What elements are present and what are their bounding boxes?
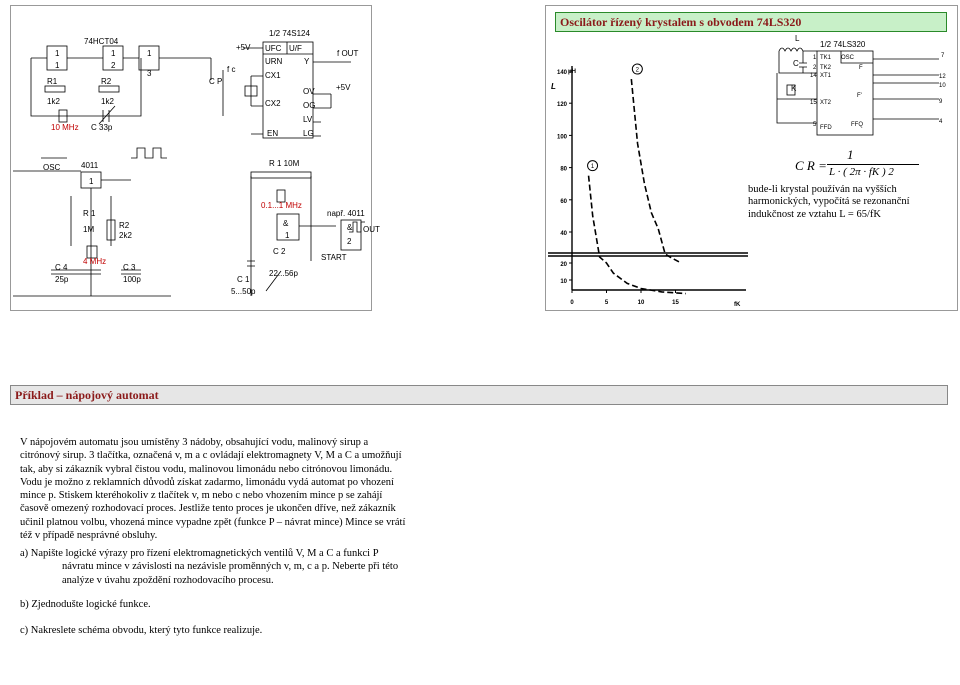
resistor-r1	[45, 86, 65, 92]
r2b-value: 2k2	[119, 231, 132, 240]
pin-num-9: 9	[939, 99, 943, 105]
inverter-osc-label: 1	[89, 177, 94, 186]
resonance-formula	[795, 147, 945, 184]
ic-74hct04-label: 74HCT04	[84, 37, 119, 46]
chart-y-tick-label: 20	[560, 262, 567, 268]
pin-tk2: TK2	[820, 65, 832, 71]
pin-num-7: 7	[941, 53, 945, 59]
formula-denominator: L · ( 2π · fK ) 2	[829, 166, 894, 178]
intro-line: mince p. Stiskem kteréhokoliv z tlačítek v, m nebo c nebo vhozením mince p se zahájí	[20, 490, 383, 502]
chart-y-tick-label: 100	[556, 134, 567, 141]
chart-series-2-label: 2	[635, 67, 640, 74]
chart-series-1-label: 1	[590, 164, 595, 171]
cp-label: C P	[209, 77, 223, 86]
pin-y: Y	[304, 57, 310, 66]
pin-ffd: FFD	[820, 125, 832, 131]
r1-value: 1k2	[47, 97, 60, 106]
out-label: OUT	[363, 225, 380, 234]
pin-tk1: TK1	[820, 55, 832, 61]
chart-y-tick-label: 40	[560, 231, 567, 237]
capacitor-c-label-2: C	[793, 59, 799, 68]
formula-lhs: C R =	[795, 158, 827, 173]
nand-2-symbol: &	[347, 223, 353, 232]
fraction-bar	[827, 164, 919, 165]
vcc-label: +5V	[236, 43, 251, 52]
nand-1-symbol: &	[283, 219, 289, 228]
task-a-line: a) Napište logické výrazy pro řízení elektromagnetických ventilů V, M a C a funkci P	[20, 548, 379, 559]
circuit-schematic	[11, 6, 380, 310]
r2b-label: R2	[119, 221, 130, 230]
pin-cx2: CX2	[265, 99, 281, 108]
pin-ufc: UFC	[265, 44, 282, 53]
crystal-k-label: K	[791, 84, 797, 93]
intro-line: učinil platnou volbu, vhozená mince vypadne zpět (funkce P – návrat mince) Mince se vrátí	[20, 516, 406, 528]
pin-num-12: 12	[939, 74, 946, 80]
c1-value: 5...50p	[231, 287, 256, 296]
c2-value: 22...56p	[269, 269, 298, 278]
chart-x-tick-label: 10	[637, 300, 645, 306]
chart-y-tick-label: 80	[560, 166, 567, 173]
pin-ffq: FFQ	[851, 122, 863, 128]
vcc2-label: +5V	[336, 83, 351, 92]
intro-line: tak, aby si zákazník vybral čistou vodu, malinovou limonádu nebo citrónovou limonádu.	[20, 463, 393, 475]
task-b: b) Zjednodušte logické funkce.	[20, 599, 151, 610]
node-3-label: 3	[147, 69, 152, 78]
chart-x-tick-label: 0	[570, 300, 574, 306]
ls320-schematic	[775, 33, 957, 137]
chart-x-tick-label: 5	[604, 300, 609, 306]
node-2-label: 2	[111, 61, 116, 70]
task-c: c) Nakreslete schéma obvodu, který tyto funkce realizuje.	[20, 625, 263, 636]
task-a-line: návratu mince v závislosti na nezávisle proměnných v, m, c a p. Neberte při této	[62, 561, 399, 573]
chart-y-tick-label: 120	[556, 102, 567, 109]
pin-num-1: 1	[813, 55, 817, 61]
crystal-freq-label: 10 MHz	[51, 123, 79, 132]
pin-og: OG	[303, 101, 316, 110]
chart-series-2-line	[631, 79, 679, 262]
r2-value: 1k2	[101, 97, 114, 106]
inverter-3-label: 1	[147, 49, 152, 58]
task-a-line: analýze v úvahu zpoždění rozhodovacího procesu.	[62, 574, 274, 586]
task-a	[20, 547, 460, 587]
pin-urn: URN	[265, 57, 283, 66]
ls320-label: 1/2 74LS320	[820, 40, 866, 49]
osc-label: OSC	[43, 163, 61, 172]
pin-fprime: F'	[857, 93, 862, 99]
crystal-freq-range: 0.1...1 MHz	[261, 201, 302, 210]
r1b-label: R 1	[83, 209, 96, 218]
crystal-4mhz-label: 4 MHz	[83, 257, 107, 266]
pin-xt1: XT1	[820, 73, 832, 79]
c1-label: C 1	[237, 275, 250, 284]
intro-line: též v případě nesprávné obsluhy.	[20, 530, 158, 542]
r2-label: R2	[101, 77, 112, 86]
ic-4011-label: 4011	[81, 161, 99, 170]
intro-line: citrónový sirup. 3 tlačítka, označená v, m a c ovládají elektromagnety V, M a C a umožňují	[20, 450, 402, 462]
c2-label: C 2	[273, 247, 286, 256]
fc-label: f c	[227, 65, 236, 74]
chart-y-label: L	[551, 82, 556, 91]
pin-en: EN	[267, 129, 279, 138]
start-label: START	[321, 253, 347, 262]
intro-line: Vodu je možno z reklamních důvodů získat zadarmo, limonádu vydá automat po vhození	[20, 476, 394, 488]
c3-label: C 3	[123, 263, 136, 272]
gate-example-label: např. 4011	[327, 209, 365, 218]
pin-num-4: 4	[939, 119, 943, 125]
capacitor-c-label: C 33p	[91, 123, 113, 132]
c4-value: 25p	[55, 275, 69, 284]
pin-lv: LV	[303, 115, 313, 124]
chart-y-tick-label: 10	[560, 279, 567, 285]
pin-xt2: XT2	[820, 100, 832, 106]
r1b-value: 1M	[83, 225, 95, 234]
pin-lg: LG	[303, 129, 314, 138]
formula-numerator: 1	[847, 147, 854, 162]
nand-2-number: 2	[347, 237, 352, 246]
vending-intro	[20, 436, 460, 542]
ic-74s124-label: 1/2 74S124	[269, 29, 310, 38]
resistor-r2	[99, 86, 119, 92]
chart-series-1-line	[589, 176, 686, 294]
chart-x-label: fK	[734, 302, 741, 308]
pin-cx1: CX1	[265, 71, 281, 80]
intro-line: V nápojovém automatu jsou umístěny 3 nádoby, obsahující vodu, malinový sirup a	[20, 437, 369, 448]
vending-title: Příklad – nápojový automat	[10, 385, 948, 405]
intro-line: časově omezený rozhodovací proces. Jestliže tento proces je ukončen dříve, než zákazník	[20, 503, 396, 515]
fout-label: f OUT	[337, 49, 359, 58]
chart-y-tick-label: 140	[556, 70, 567, 76]
inverter-1-label: 1	[55, 49, 60, 58]
pin-ov: OV	[303, 87, 315, 96]
nand-1-number: 1	[285, 231, 290, 240]
oscillator-title: Oscilátor řízený krystalem s obvodem 74LS320	[555, 12, 947, 32]
harmonics-note: bude-li krystal používán na vyšších harmonických, vypočítá se rezonanční indukčnost ze vztahu L = 65/fK	[748, 184, 910, 220]
ls320-chip	[817, 51, 873, 135]
pin-f: F	[859, 65, 863, 71]
resistor-r1c	[251, 172, 311, 178]
pin-num-2: 2	[813, 65, 817, 71]
pin-osc: OSC	[841, 55, 855, 61]
pin-num-15: 15	[810, 100, 817, 106]
r1-label: R1	[47, 77, 58, 86]
c3-value: 100p	[123, 275, 141, 284]
pin-num-10: 10	[939, 83, 946, 89]
c4-label: C 4	[55, 263, 68, 272]
inductance-chart	[548, 58, 748, 310]
pin-uf: U/F	[289, 44, 302, 53]
circuit-panel	[10, 5, 380, 311]
pin-num-14: 14	[810, 73, 817, 79]
inverter-2-label: 1	[111, 49, 116, 58]
chart-y-tick-label: 60	[560, 198, 567, 205]
pin-num-5: 5	[813, 122, 817, 128]
node-1-label: 1	[55, 61, 60, 70]
inductor-l-label: L	[795, 34, 800, 43]
chart-y-unit: μH	[568, 69, 577, 75]
r1c-label: R 1 10M	[269, 159, 300, 168]
chart-x-tick-label: 15	[672, 300, 679, 306]
